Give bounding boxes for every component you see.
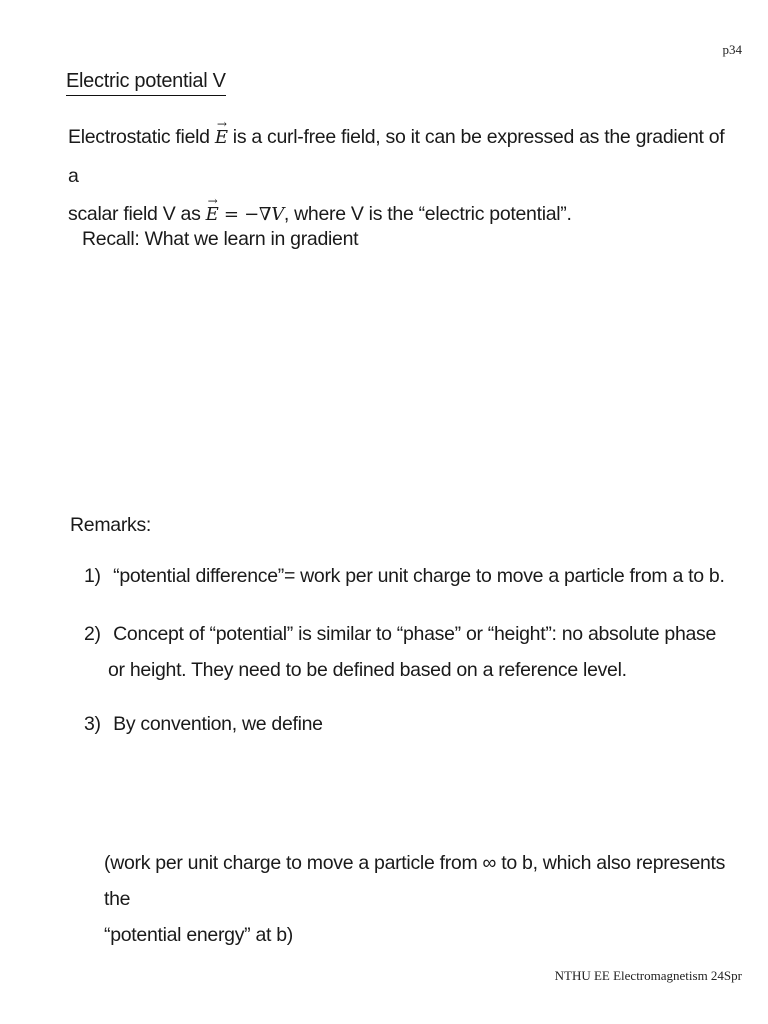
remark-text: By convention, we define bbox=[113, 713, 323, 735]
gradient-equation: = −∇V bbox=[218, 204, 284, 225]
remark-text: “potential difference”= work per unit charge to move a particle from a to b. bbox=[113, 565, 725, 587]
recall-text: Recall: What we learn in gradient bbox=[82, 228, 359, 250]
footer-course-label: NTHU EE Electromagnetism 24Spr bbox=[554, 968, 742, 983]
convention-note bbox=[104, 845, 744, 953]
vector-e-symbol-2: → E bbox=[206, 196, 219, 234]
remark-text-continued: or height. They need to be defined based on a reference level. bbox=[108, 659, 627, 681]
intro-line2-end: , where V is the “electric potential”. bbox=[283, 203, 572, 225]
remark-item-1 bbox=[84, 558, 725, 594]
slide-title: Electric potential V bbox=[66, 70, 226, 96]
intro-line1-end: is a curl-free field, so it can be expressed as the gradient of a bbox=[68, 126, 725, 187]
remarks-heading: Remarks: bbox=[70, 514, 152, 536]
intro-paragraph bbox=[68, 118, 728, 234]
remark-item-2 bbox=[84, 616, 716, 688]
remark-number: 1) bbox=[84, 565, 101, 587]
note-line-2: “potential energy” at b) bbox=[104, 924, 293, 946]
remark-number: 2) bbox=[84, 623, 101, 645]
intro-line1-start: Electrostatic field bbox=[68, 126, 210, 148]
page-number: p34 bbox=[722, 42, 742, 57]
remark-number: 3) bbox=[84, 713, 101, 735]
remark-item-3 bbox=[84, 706, 323, 742]
remark-text: Concept of “potential” is similar to “phase” or “height”: no absolute phase bbox=[113, 623, 717, 645]
intro-line2-start: scalar field V as bbox=[68, 203, 201, 225]
intro-line-1 bbox=[68, 118, 728, 195]
note-line-1: (work per unit charge to move a particle from ∞ to b, which also represents the bbox=[104, 852, 726, 910]
vector-e-symbol: → E bbox=[215, 119, 228, 157]
